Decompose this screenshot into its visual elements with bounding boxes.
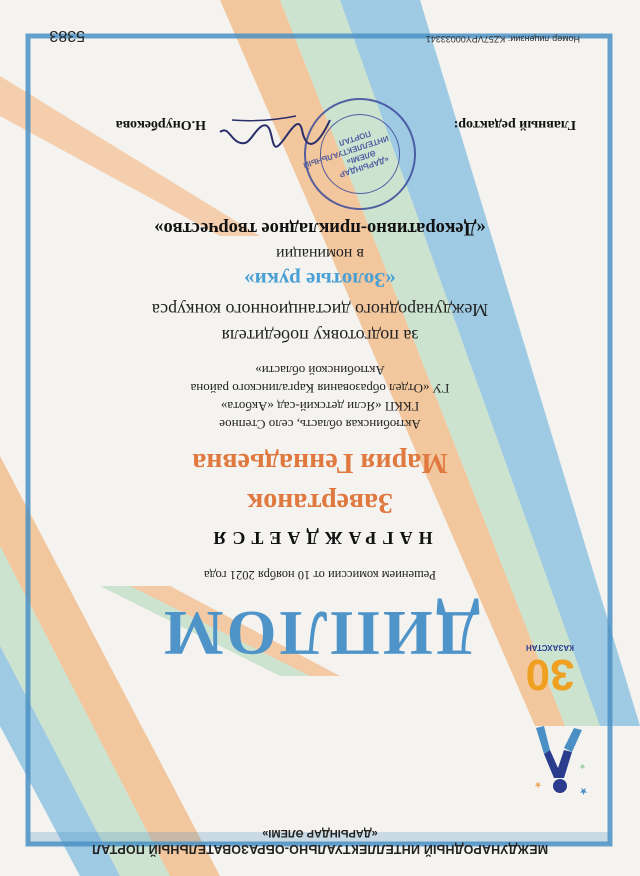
editor-name: Н.Онурбекова — [115, 117, 206, 132]
portal-title-line2: «ДАРЫНДАР ӘЛЕМІ» — [262, 827, 378, 839]
portal-title-line1: МЕЖДУНАРОДНЫЙ ИНТЕЛЛЕКТУАЛЬНО-ОБРАЗОВАТЕЛЬНЫЙ ПОРТАЛ — [91, 842, 549, 856]
editor-signature — [216, 100, 336, 160]
diploma-number: 5383 — [49, 27, 85, 44]
org-line1: Актюбинская область, село Степное — [219, 417, 421, 432]
portal-logo — [524, 718, 594, 808]
recipient-surname: Завертанок — [247, 487, 393, 518]
stamp-text: «ДАРЫНДАР ӘЛЕМІ» ИНТЕЛЛЕКТУАЛЬНЫЙ ПОРТАЛ — [302, 128, 391, 180]
editor-label: Главный редактор: — [453, 117, 576, 132]
recipient-name: Мария Геннадьевна — [192, 447, 448, 478]
license-number: Номер лицензии: KZ57VPY00033341 — [425, 34, 580, 44]
figure-with-stars-icon — [524, 718, 594, 808]
svg-text:★: ★ — [533, 779, 542, 789]
nomination-intro: в номинации — [276, 245, 364, 262]
svg-text:★: ★ — [578, 762, 586, 771]
reason-line2: Международного дистанционного конкурса — [151, 300, 489, 320]
anniversary-label: КАЗАХСТАН — [526, 643, 574, 652]
org-line3: ГУ «Отдел образования Каргалинского района — [190, 381, 450, 396]
decision-text: Решением комиссии от 10 ноября 2021 года — [203, 568, 437, 582]
org-line2: ГККП «Ясли детский-сад «Акбота» — [220, 399, 420, 414]
org-line4: Актюбинской области» — [255, 363, 385, 378]
awarded-heading: НАГРАЖДАЕТСЯ — [207, 528, 433, 548]
reason-line1: за подготовку победителя — [221, 326, 419, 346]
nomination-title: «Декоративно-прикладное творчество» — [154, 218, 486, 238]
diploma-title: ДИПЛОМ — [160, 598, 480, 669]
svg-text:★: ★ — [579, 785, 588, 796]
contest-name: «Золотые руки» — [244, 268, 396, 292]
anniversary-number: 30 — [525, 650, 575, 699]
